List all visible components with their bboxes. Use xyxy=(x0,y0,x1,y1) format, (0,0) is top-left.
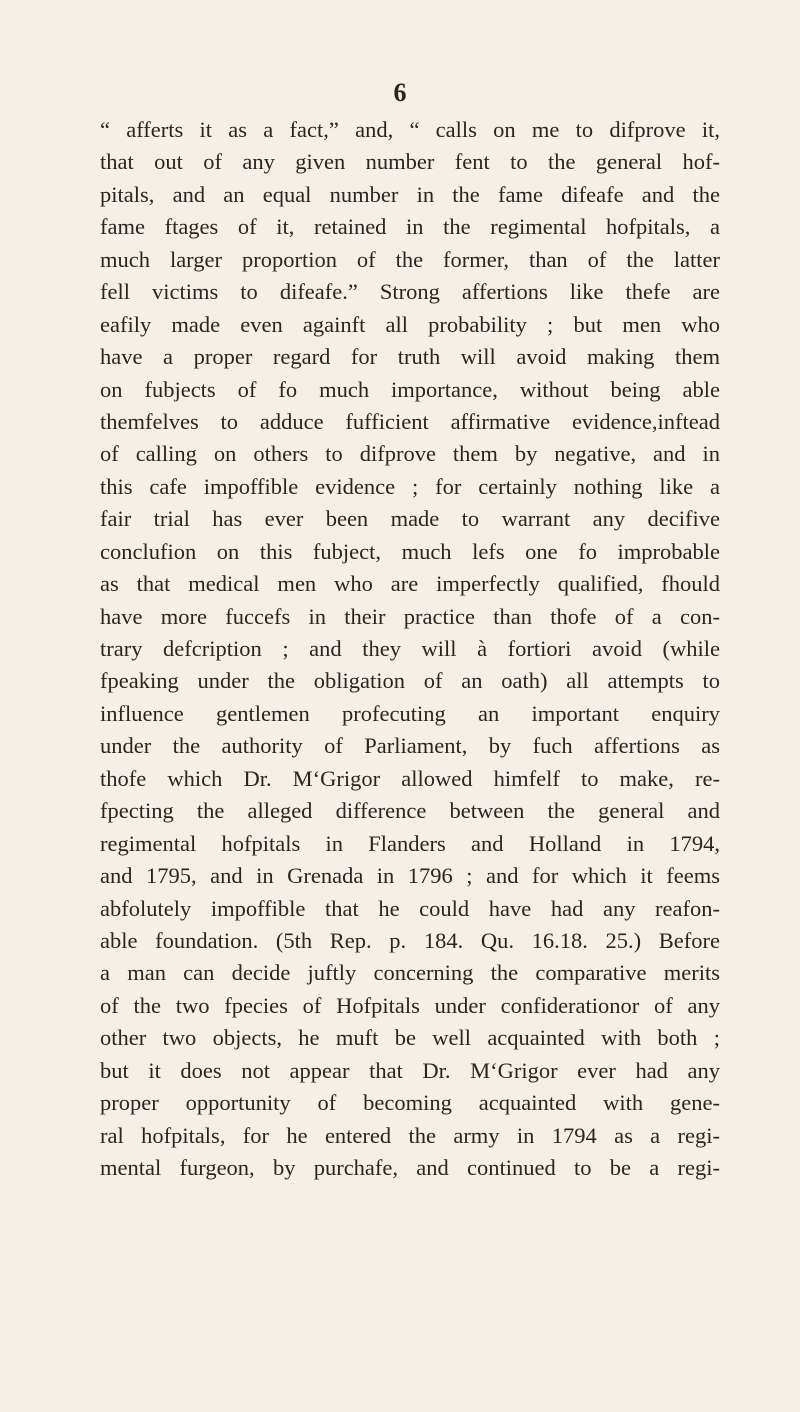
text-line: able foundation. (5th Rep. p. 184. Qu. 16.18. 25.) Before xyxy=(100,927,720,953)
body-text xyxy=(100,114,720,1184)
text-line: this cafe impoffible evidence ; for certainly nothing like a xyxy=(100,473,720,499)
text-line: thofe which Dr. M‘Grigor allowed himfelf to make, re- xyxy=(100,765,720,791)
page-number: 6 xyxy=(393,78,407,107)
text-line: but it does not appear that Dr. M‘Grigor ever had any xyxy=(100,1057,720,1083)
text-line: have more fuccefs in their practice than thofe of a con- xyxy=(100,603,720,629)
text-line: of the two fpecies of Hofpitals under confiderationor of any xyxy=(100,992,720,1018)
text-line: trary defcription ; and they will à fortiori avoid (while xyxy=(100,636,720,661)
text-line: other two objects, he muft be well acquainted with both ; xyxy=(100,1025,720,1051)
text-line: proper opportunity of becoming acquainted with gene- xyxy=(100,1090,720,1116)
text-line: as that medical men who are imperfectly qualified, fhould xyxy=(100,571,720,597)
text-line: eafily made even againft all probability ; but men who xyxy=(100,311,720,337)
text-line: “ afferts it as a fact,” and, “ calls on me to difprove it, xyxy=(100,117,720,142)
text-line: fame ftages of it, retained in the regimental hofpitals, a xyxy=(100,214,720,240)
text-line: pitals, and an equal number in the fame difeafe and the xyxy=(100,181,720,207)
text-line: conclufion on this fubject, much lefs one fo improbable xyxy=(100,538,720,564)
text-line: mental furgeon, by purchafe, and continued to be a regi- xyxy=(100,1155,720,1180)
text-line: a man can decide juftly concerning the comparative merits xyxy=(100,960,720,986)
text-line: have a proper regard for truth will avoid making them xyxy=(100,344,720,370)
text-line: fpecting the alleged difference between the general and xyxy=(100,798,720,824)
text-line: themfelves to adduce fufficient affirmative evidence,inftead xyxy=(100,408,720,434)
text-line: under the authority of Parliament, by fuch affertions as xyxy=(100,733,720,759)
text-line: influence gentlemen profecuting an important enquiry xyxy=(100,700,720,726)
text-line: abfolutely impoffible that he could have had any reafon- xyxy=(100,895,720,921)
text-line: on fubjects of fo much importance, without being able xyxy=(100,376,720,402)
text-line: of calling on others to difprove them by negative, and in xyxy=(100,441,720,467)
text-line: ral hofpitals, for he entered the army in 1794 as a regi- xyxy=(100,1122,720,1148)
text-line: fell victims to difeafe.” Strong affertions like thefe are xyxy=(100,279,720,305)
text-line: that out of any given number fent to the general hof- xyxy=(100,149,720,175)
text-line: and 1795, and in Grenada in 1796 ; and for which it feems xyxy=(100,863,720,889)
text-line: regimental hofpitals in Flanders and Holland in 1794, xyxy=(100,830,720,856)
text-line: fpeaking under the obligation of an oath) all attempts to xyxy=(100,668,720,694)
text-line: fair trial has ever been made to warrant any decifive xyxy=(100,506,720,532)
text-line: much larger proportion of the former, than of the latter xyxy=(100,246,720,272)
